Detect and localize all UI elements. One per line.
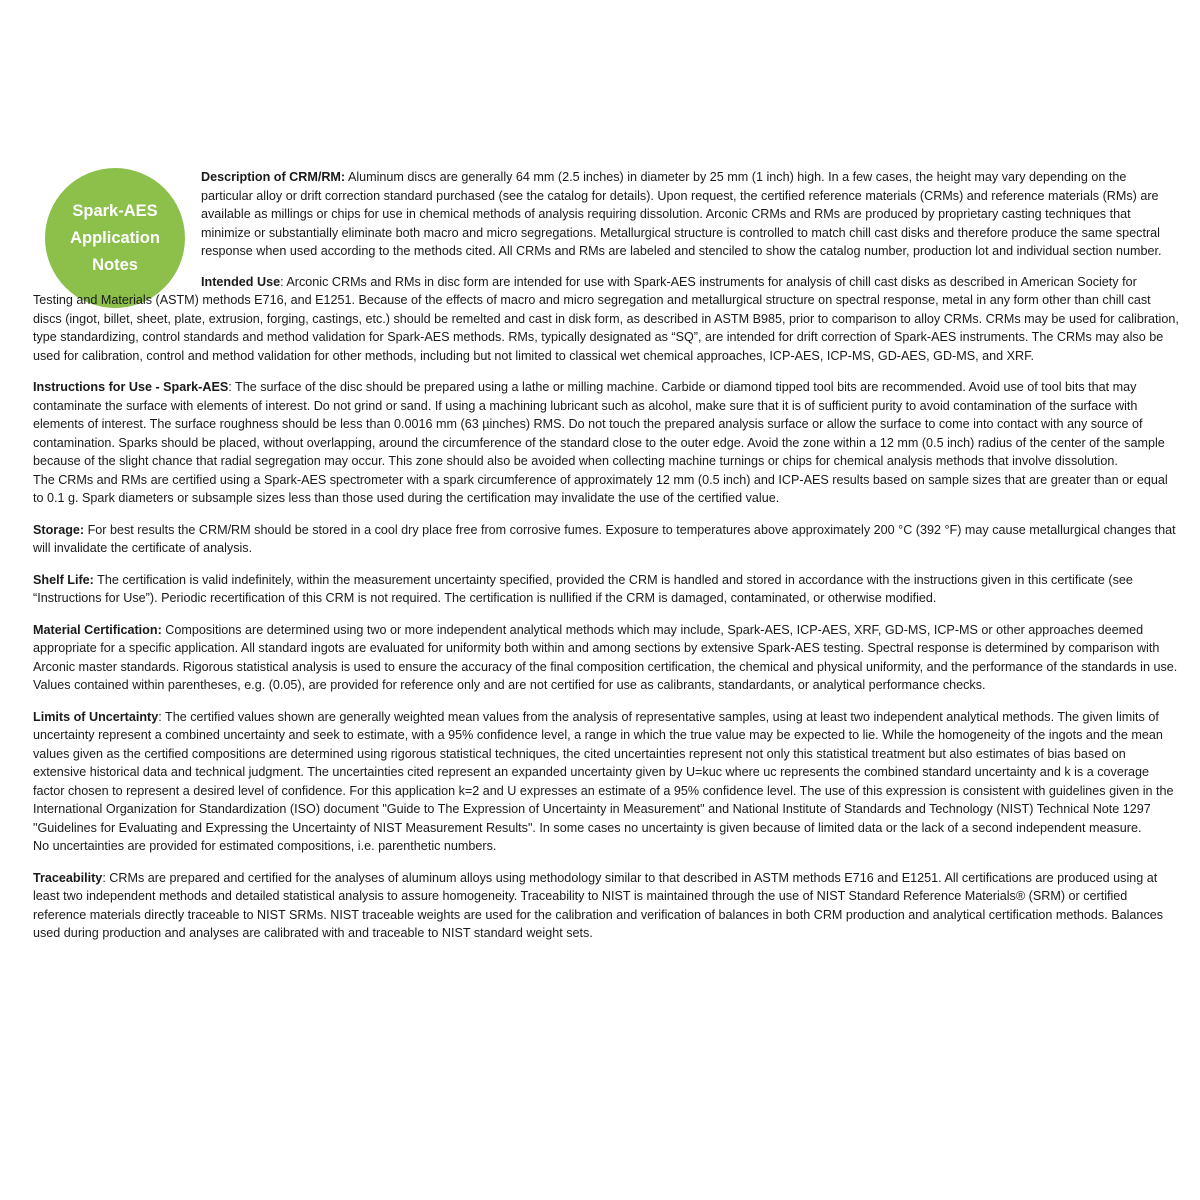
badge-line-3: Notes	[92, 255, 138, 274]
intended-use-heading: Intended Use	[201, 274, 281, 289]
badge-line-2: Application	[70, 228, 160, 247]
storage-text: For best results the CRM/RM should be stored in a cool dry place free from corrosive fumes. Exposure to temperatures above approximately 200 °C (392 °F) may cause metallurgical changes that will invalidate the certificate of analysis.	[33, 522, 1176, 555]
description-text: Aluminum discs are generally 64 mm (2.5 inches) in diameter by 25 mm (1 inch) high. In a few cases, the height may vary depending on the particular alloy or drift correction standard purchased (see the catalog for details). Upon request, the certified reference materials (CRMs) and reference materials (RMs) are available as millings or chips for use in chemical methods of analysis requiring dissolution. Arconic CRMs and RMs are produced by proprietary casting techniques that minimize or substantially eliminate both macro and micro segregations. Metallurgical structure is controlled to match chill cast disks and therefore produce the same spectral response when used according to the methods cited. All CRMs and RMs are labeled and stenciled to show the catalog number, production lot and individual section number.	[201, 170, 1162, 258]
intended-use-text: : Arconic CRMs and RMs in disc form are intended for use with Spark-AES instruments for analysis of chill cast disks as described in American Society for Testing and Materials (ASTM) methods E716, and E1251. Because of the effects of macro and micro segregation and metallurgical structure on spectral response, metal in any form other than chill cast discs (ingot, billet, sheet, plate, extrusion, forging, castings, etc.) should be remelted and cast in disk form, as described in ASTM B985, prior to comparison to alloy CRMs. CRMs may be used for calibration, type standardizing, control standards and method validation for Spark-AES methods. RMs, typically designated as “SQ”, are intended for drift correction of Spark-AES instruments. The CRMs may also be used for calibration, control and method validation for other methods, including but not limited to classical wet chemical approaches, ICP-AES, ICP-MS, GD-AES, GD-MS, and XRF.	[33, 274, 1179, 363]
instructions-text: : The surface of the disc should be prepared using a lathe or milling machine. Carbide or diamond tipped tool bits are recommended. Avoid use of tool bits that may contaminate the surface with elements of interest. Do not grind or sand. If using a machining lubricant such as alcohol, make sure that it is of sufficient purity to avoid contamination of the surface with elements of interest. The surface roughness should be less than 0.0016 mm (63 µinches) RMS. Do not touch the prepared analysis surface or allow the surface to come into contact with any source of contamination. Sparks should be placed, without overlapping, around the circumference of the standard close to the outer edge. Avoid the zone within a 12 mm (0.5 inch) radius of the center of the sample because of the slight chance that radial segregation may occur. This zone should also be avoided when collecting machine turnings or chips for chemical analysis methods that involve dissolution.	[33, 380, 1165, 468]
material-certification-text: Compositions are determined using two or more independent analytical methods which may include, Spark-AES, ICP-AES, XRF, GD-MS, ICP-MS or other approaches deemed appropriate for a specific application. All standard ingots are evaluated for uniformity both within and among sections by extensive Spark-AES testing. Spectral response is determined by comparison with Arconic master standards. Rigorous statistical analysis is used to ensure the accuracy of the final composition certification, the chemical and physical uniformity, and the performance of the standards in use. Values contained within parentheses, e.g. (0.05), are provided for reference only and are not certified for use as calibrants, standardants, or analytical performance checks.	[33, 622, 1178, 692]
shelf-life-heading: Shelf Life:	[33, 572, 94, 587]
section-storage	[33, 521, 1179, 558]
section-material-certification	[33, 621, 1179, 695]
section-traceability	[33, 869, 1179, 943]
section-description	[33, 168, 1179, 261]
section-instructions	[33, 378, 1179, 508]
section-intended-use	[33, 273, 1179, 366]
document-body	[33, 168, 1179, 943]
instructions-heading: Instructions for Use - Spark-AES	[33, 380, 229, 394]
material-certification-heading: Material Certification:	[33, 622, 162, 637]
shelf-life-text: The certification is valid indefinitely, within the measurement uncertainty specified, provided the CRM is handled and stored in accordance with the instructions given in this certificate (see “Instructions for Use”). Periodic recertification of this CRM is not required. The certification is nullified if the CRM is damaged, contaminated, or otherwise modified.	[33, 572, 1133, 605]
limits-heading: Limits of Uncertainty	[33, 709, 159, 724]
traceability-text: : CRMs are prepared and certified for the analyses of aluminum alloys using methodology similar to that described in ASTM methods E716 and E1251. All certifications are produced using at least two independent methods and detailed statistical analysis to assure homogeneity. Traceability to NIST is maintained through the use of NIST Standard Reference Materials® (SRM) or certified reference materials directly traceable to NIST SRMs. NIST traceable weights are used for the calibration and verification of balances in both CRM production and analytical certification methods. Balances used during production and analyses are calibrated with and traceable to NIST standard weight sets.	[33, 870, 1164, 940]
description-heading: Description of CRM/RM:	[201, 170, 346, 184]
instructions-text-2: The CRMs and RMs are certified using a Spark-AES spectrometer with a spark circumference of approximately 12 mm (0.5 inch) and ICP-AES results based on sample sizes that are greater than or equal to 0.1 g. Spark diameters or subsample sizes less than those used during the certification may invalidate the use of the certified value.	[33, 472, 1168, 505]
traceability-heading: Traceability	[33, 870, 103, 885]
limits-text-2: No uncertainties are provided for estimated compositions, i.e. parenthetic numbers.	[33, 839, 497, 853]
badge-line-1: Spark-AES	[72, 201, 158, 220]
limits-text: : The certified values shown are generally weighted mean values from the analysis of representative samples, using at least two independent analytical methods. The given limits of uncertainty represent a combined uncertainty and seek to estimate, with a 95% confidence level, a range in which the true value may be expected to lie. While the homogeneity of the ingots and the mean values given as the certified compositions are determined using rigorous statistical techniques, the cited uncertainties represent not only this statistical treatment but also estimates of bias based on extensive historical data and technical judgment. The uncertainties cited represent an expanded uncertainty given by U=kuc where uc represents the combined standard uncertainty and k is a coverage factor chosen to represent a desired level of confidence. For this application k=2 and U expresses an estimate of a 95% confidence level. The use of this expression is consistent with guidelines given in the International Organization for Standardization (ISO) document "Guide to The Expression of Uncertainty in Measurement" and National Institute of Standards and Technology (NIST) Technical Note 1297 "Guidelines for Evaluating and Expressing the Uncertainty of NIST Measurement Results". In some cases no uncertainty is given because of limited data or the lack of a second independent measure.	[33, 709, 1174, 835]
storage-heading: Storage:	[33, 522, 85, 537]
section-shelf-life	[33, 571, 1179, 608]
section-limits-of-uncertainty	[33, 708, 1179, 856]
